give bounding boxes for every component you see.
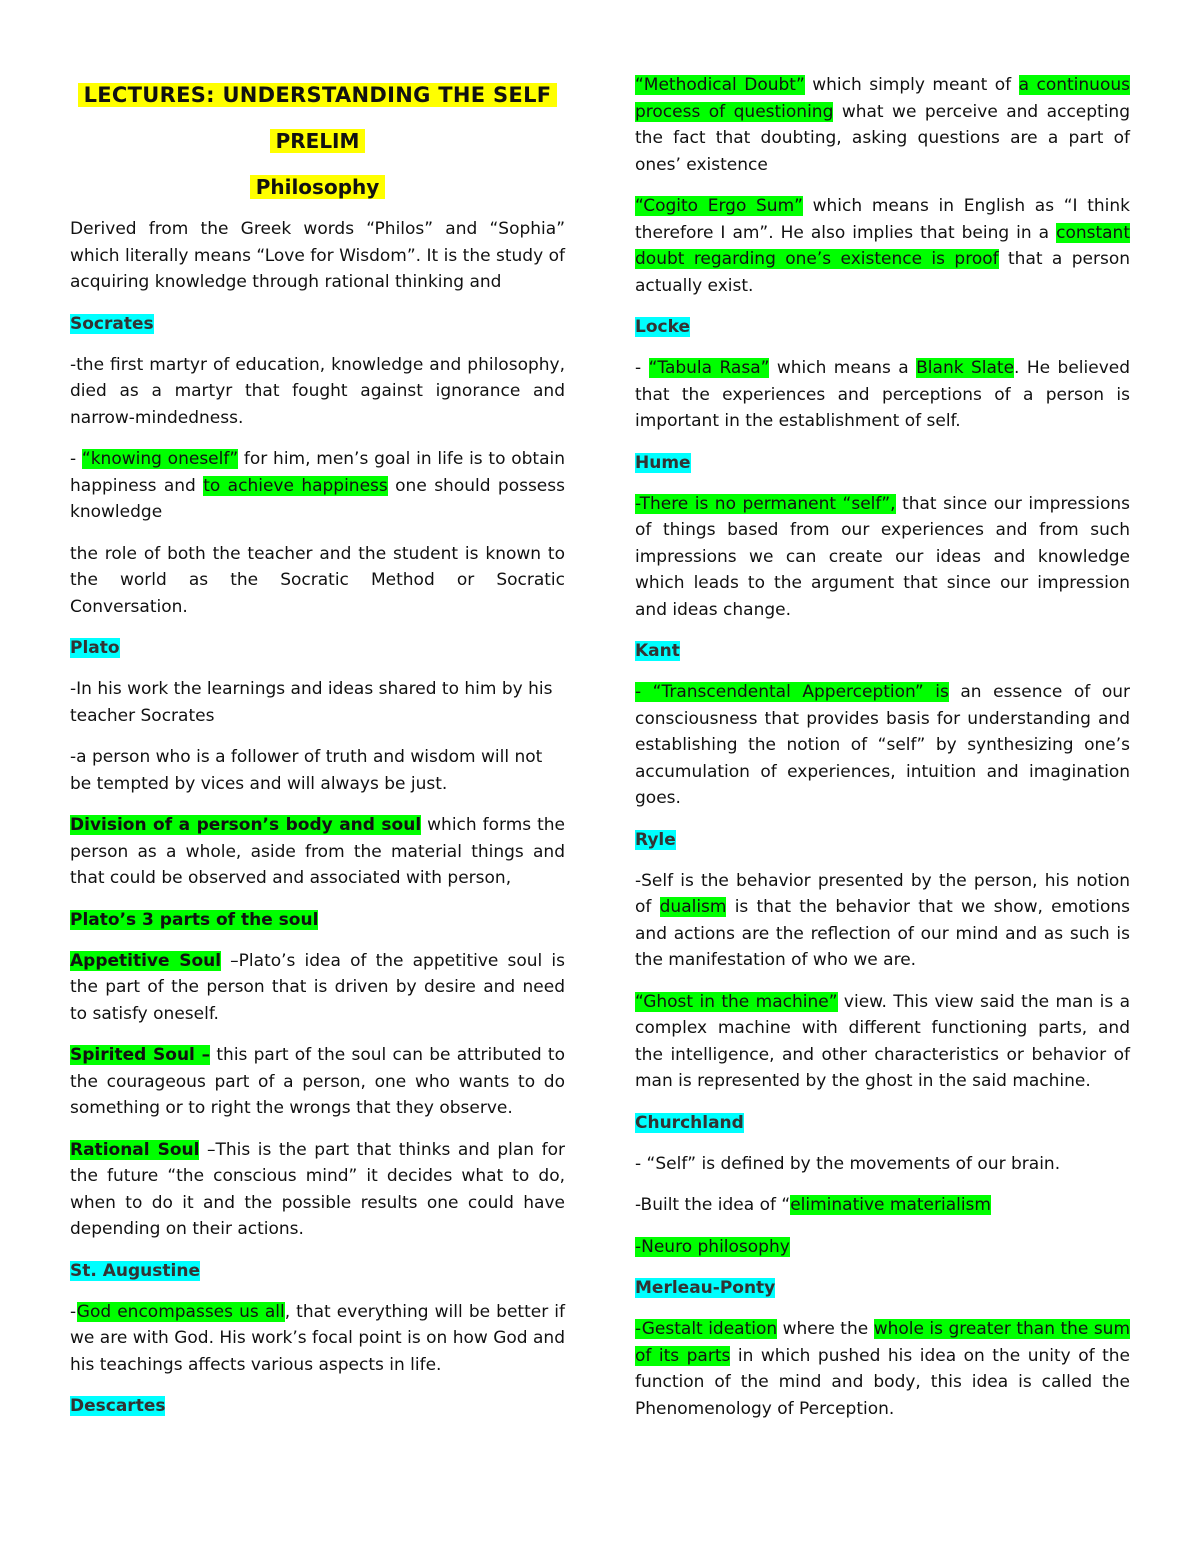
heading-plato-parts: Plato’s 3 parts of the soul [70,909,319,930]
intro-paragraph: Derived from the Greek words “Philos” and “Sophia” which literally means “Love for Wisdom”. It is the study of acquiring knowledge through rational thinking and [70,219,565,292]
churchland-paragraph-1: - “Self” is defined by the movements of our brain. [635,1153,1061,1174]
heading-socrates: Socrates [70,313,154,334]
locke-paragraph: - “Tabula Rasa” which means a Blank Slate. He believed that the experiences and perceptions of a person is important in the establishment of self. [635,358,1131,431]
churchland-paragraph-2: -Built the idea of “eliminative materialism [635,1195,991,1215]
heading-hume: Hume [635,452,691,473]
augustine-paragraph: -God encompasses us all, that everything will be better if we are with God. His work’s focal point is on how God and his teachings affects various aspects in life. [70,1301,565,1375]
left-column [70,72,565,1434]
heading-plato: Plato [70,638,120,658]
hume-paragraph: -There is no permanent “self”, that since our impressions of things based from our experiences and from such impressions we can create our ideas and knowledge which leads to the argument that since our impression and ideas change. [635,493,1130,620]
spirited-soul-paragraph: Spirited Soul – this part of the soul can be attributed to the courageous part of a person, one who wants to do something or to right the wrongs that they observe. [70,1045,565,1118]
heading-churchland: Churchland [635,1112,744,1133]
plato-paragraph-2: -a person who is a follower of truth and wisdom will not be tempted by vices and will always be just. [70,747,543,794]
heading-descartes: Descartes [70,1396,166,1416]
heading-merleau-ponty: Merleau-Ponty [635,1278,776,1298]
socrates-paragraph-3: the role of both the teacher and the student is known to the world as the Socratic Method or Socratic Conversation. [70,543,565,617]
rational-soul-paragraph: Rational Soul –This is the part that thinks and plan for the future “the conscious mind” it decides what to do, when to do it and the possible results one could have depending on their actions. [70,1139,565,1239]
heading-augustine: St. Augustine [70,1260,200,1281]
heading-locke: Locke [635,317,690,337]
section-heading: Philosophy [70,164,565,210]
descartes-paragraph-2: “Cogito Ergo Sum” which means in English as “I think therefore I am”. He also implies that being in a constant doubt regarding one’s existence is proof that a person actually exist. [635,196,1130,296]
plato-paragraph-1: -In his work the learnings and ideas shared to him by his teacher Socrates [70,679,553,726]
kant-paragraph: - “Transcendental Apperception” is an essence of our consciousness that provides basis for understanding and establishing the notion of “self” by synthesizing one’s accumulation of experiences, intuition and imagination goes. [635,682,1130,808]
descartes-paragraph-1: “Methodical Doubt” which simply meant of a continuous process of questioning what we perceive and accepting the fact that doubting, asking questions are a part of ones’ existence [635,75,1130,175]
socrates-paragraph-2: - “knowing oneself” for him, men’s goal in life is to obtain happiness and to achieve happiness one should possess knowledge [70,449,566,522]
plato-paragraph-3: Division of a person’s body and soul which forms the person as a whole, aside from the material things and that could be observed and associated with person, [70,815,565,888]
right-column [635,72,1130,1437]
document-title: LECTURES: UNDERSTANDING THE SELF [70,72,565,118]
socrates-paragraph-1: -the first martyr of education, knowledge and philosophy, died as a martyr that fought against ignorance and narrow-mindedness. [70,354,565,428]
document-subtitle: PRELIM [70,118,565,164]
heading-ryle: Ryle [635,829,676,850]
appetitive-soul-paragraph: Appetitive Soul –Plato’s idea of the appetitive soul is the part of the person that is driven by desire and need to satisfy oneself. [70,950,565,1024]
churchland-paragraph-3: -Neuro philosophy [635,1236,790,1257]
ryle-paragraph-1: -Self is the behavior presented by the person, his notion of dualism is that the behavior that we show, emotions and actions are the reflection of our mind and as such is the manifestation of who we are. [635,870,1130,970]
merleau-ponty-paragraph: -Gestalt ideation where the whole is greater than the sum of its parts in which pushed his idea on the unity of the function of the mind and body, this idea is called the Phenomenology of Perception. [635,1319,1131,1419]
ryle-paragraph-2: “Ghost in the machine” view. This view said the man is a complex machine with different functioning parts, and the intelligence, and other characteristics or behavior of man is represented by the ghost in the said machine. [635,991,1131,1091]
heading-kant: Kant [635,641,680,661]
